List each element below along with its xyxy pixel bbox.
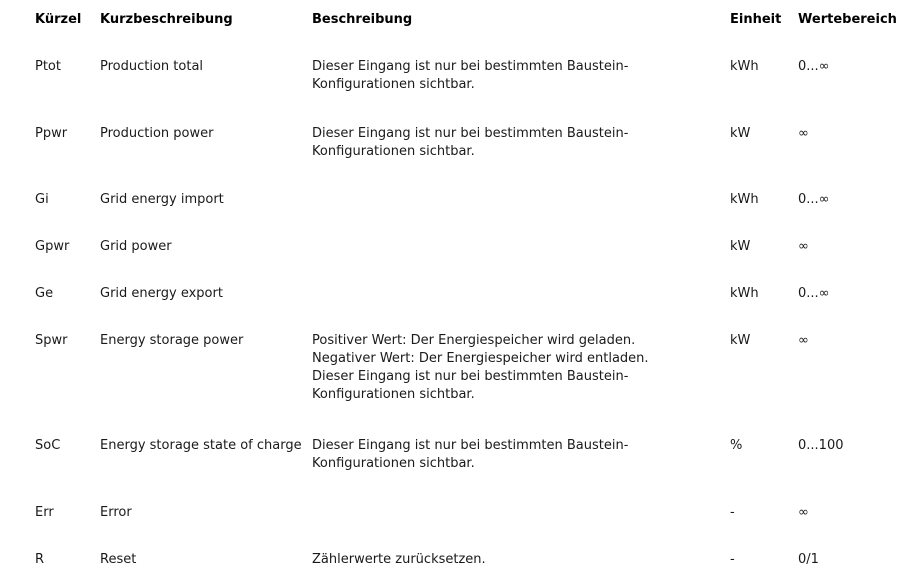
row-unit: kW — [730, 333, 751, 348]
row-description-line: Dieser Eingang ist nur bei bestimmten Baustein- — [312, 438, 629, 453]
row-code: Ptot — [35, 59, 61, 74]
row-range: ∞ — [798, 239, 809, 254]
row-code: Gpwr — [35, 239, 70, 254]
row-short-description: Grid power — [100, 239, 172, 254]
header-short-description: Kurzbeschreibung — [100, 12, 233, 27]
row-unit: % — [730, 438, 743, 453]
row-description-line: Dieser Eingang ist nur bei bestimmten Baustein- — [312, 59, 629, 74]
row-description-line: Konfigurationen sichtbar. — [312, 456, 475, 471]
row-range: ∞ — [798, 333, 809, 348]
row-range: 0...∞ — [798, 286, 830, 301]
row-description-line: Konfigurationen sichtbar. — [312, 387, 475, 402]
row-short-description: Production power — [100, 126, 214, 141]
header-code: Kürzel — [35, 12, 82, 27]
row-range: 0...∞ — [798, 59, 830, 74]
row-description — [312, 551, 486, 569]
row-description — [312, 332, 649, 404]
row-code: Err — [35, 505, 54, 520]
row-unit: kWh — [730, 192, 759, 207]
row-unit: kW — [730, 239, 751, 254]
row-short-description: Energy storage state of charge — [100, 438, 302, 453]
row-code: R — [35, 552, 45, 567]
row-short-description: Reset — [100, 552, 137, 567]
row-short-description: Production total — [100, 59, 204, 74]
row-code: Ge — [35, 286, 54, 301]
row-description — [312, 58, 628, 94]
header-range: Wertebereich — [798, 12, 897, 27]
row-description-line: Zählerwerte zurücksetzen. — [312, 552, 486, 567]
row-unit: kWh — [730, 286, 759, 301]
row-code: Spwr — [35, 333, 68, 348]
row-range: ∞ — [798, 505, 809, 520]
row-range: 0...100 — [798, 438, 844, 453]
row-description-line: Konfigurationen sichtbar. — [312, 77, 475, 92]
row-range: 0...∞ — [798, 192, 830, 207]
row-description-line: Dieser Eingang ist nur bei bestimmten Baustein- — [312, 369, 629, 384]
row-description-line: Negativer Wert: Der Energiespeicher wird entladen. — [312, 351, 649, 366]
row-short-description: Energy storage power — [100, 333, 244, 348]
row-range: 0/1 — [798, 552, 819, 567]
row-description-line: Konfigurationen sichtbar. — [312, 144, 475, 159]
row-unit: kW — [730, 126, 751, 141]
row-description-line: Positiver Wert: Der Energiespeicher wird geladen. — [312, 333, 636, 348]
row-short-description: Grid energy export — [100, 286, 223, 301]
row-unit: kWh — [730, 59, 759, 74]
header-unit: Einheit — [730, 12, 782, 27]
header-description: Beschreibung — [312, 12, 413, 27]
row-code: Gi — [35, 192, 49, 207]
row-short-description: Grid energy import — [100, 192, 224, 207]
row-code: SoC — [35, 438, 61, 453]
row-description-line: Dieser Eingang ist nur bei bestimmten Baustein- — [312, 126, 629, 141]
row-unit: - — [730, 505, 735, 520]
row-short-description: Error — [100, 505, 132, 520]
row-description — [312, 125, 628, 161]
row-description — [312, 437, 628, 473]
row-unit: - — [730, 552, 735, 567]
row-code: Ppwr — [35, 126, 68, 141]
row-range: ∞ — [798, 126, 809, 141]
